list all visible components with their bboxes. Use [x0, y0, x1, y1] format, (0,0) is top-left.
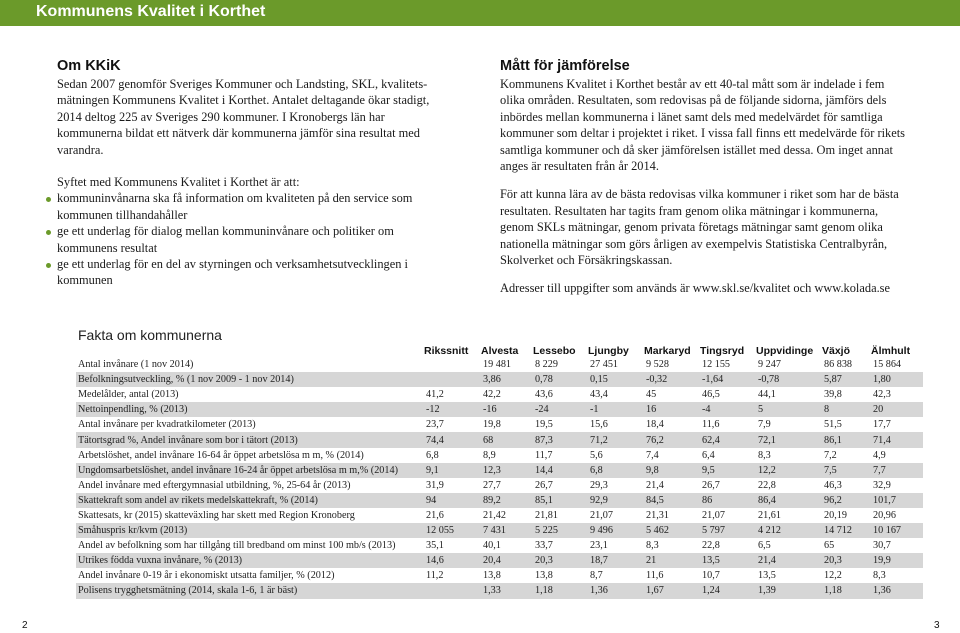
facts-body [76, 357, 923, 599]
table-cell: 86,1 [822, 432, 871, 447]
table-cell: 62,4 [700, 432, 756, 447]
table-cell: 12 055 [424, 523, 481, 538]
table-cell: 21,31 [646, 509, 669, 521]
header-title: Kommunens Kvalitet i Korthet [36, 3, 266, 20]
table-cell: 15,6 [590, 419, 608, 431]
table-cell: 4 212 [756, 523, 822, 538]
column-header: Växjö [822, 345, 851, 357]
table-cell: 45 [646, 389, 657, 401]
table-cell: 13,8 [483, 570, 501, 582]
table-cell: 23,7 [426, 419, 444, 431]
table-row [76, 538, 923, 553]
purpose-lead: Syftet med Kommunens Kvalitet i Korthet är att: [57, 175, 300, 190]
table-cell: 9 528 [646, 359, 669, 371]
table-cell: 29,3 [590, 479, 608, 491]
table-cell [424, 357, 481, 372]
table-cell: 46,5 [702, 389, 720, 401]
table-cell: 9,5 [700, 463, 756, 478]
table-cell: 21,42 [483, 509, 506, 521]
table-cell: -0,32 [644, 372, 700, 387]
table-cell: 12,2 [756, 463, 822, 478]
column-header: Lessebo [533, 345, 576, 357]
table-cell: 19,9 [871, 553, 923, 568]
table-cell: 8,3 [873, 570, 886, 582]
table-cell: 20,3 [533, 553, 588, 568]
table-cell: 43,4 [590, 389, 608, 401]
table-cell: 10 167 [871, 523, 923, 538]
table-cell: 1,18 [533, 583, 588, 598]
table-cell: 30,7 [873, 540, 891, 552]
table-row [76, 357, 923, 372]
table-row [76, 493, 923, 508]
column-header: Uppvidinge [756, 345, 814, 357]
table-cell: 23,1 [590, 540, 608, 552]
table-cell: 46,3 [824, 479, 842, 491]
table-cell: 20,19 [824, 509, 847, 521]
table-cell: 4,9 [873, 449, 886, 461]
table-cell: 8,3 [758, 449, 771, 461]
row-label: Utrikes födda vuxna invånare, % (2013) [76, 553, 424, 568]
table-cell: 13,5 [700, 553, 756, 568]
table-cell: 5,6 [590, 449, 603, 461]
table-cell: -24 [533, 402, 588, 417]
row-label: Skattesats, kr (2015) skatteväxling har skett med Region Kronoberg [78, 509, 355, 521]
table-cell: 11,7 [535, 449, 553, 461]
table-row [76, 508, 923, 523]
column-header: Alvesta [481, 345, 519, 357]
table-cell: 9 496 [588, 523, 644, 538]
table-cell: -1,64 [700, 372, 756, 387]
purpose-item: ge ett underlag för en del av styrningen och verksamhetsutvecklingen i kommunen [57, 256, 452, 289]
purpose-item: kommuninvånarna ska få information om kvaliteten på den service som kommunen tillhandahåller [57, 190, 452, 223]
table-cell: 8,7 [590, 570, 603, 582]
table-cell: 86 838 [824, 359, 853, 371]
table-cell: 21 [644, 553, 700, 568]
column-header: Älmhult [871, 345, 911, 357]
table-cell: 26,7 [702, 479, 720, 491]
table-cell: 6,8 [426, 449, 439, 461]
table-cell: 31,9 [426, 479, 444, 491]
table-cell: 41,2 [426, 389, 444, 401]
bullet-icon [46, 197, 51, 202]
table-cell: 9,8 [644, 463, 700, 478]
table-row [76, 417, 923, 432]
table-cell: 21,6 [426, 509, 444, 521]
table-row [76, 478, 923, 493]
table-cell: -0,78 [756, 372, 822, 387]
table-cell: 101,7 [871, 493, 923, 508]
table-cell: 19 481 [483, 359, 512, 371]
table-cell: 22,8 [702, 540, 720, 552]
table-cell: 5 225 [533, 523, 588, 538]
comparison-section [500, 58, 905, 297]
table-cell [424, 583, 481, 598]
table-cell: 21,07 [590, 509, 613, 521]
about-section [57, 58, 452, 289]
page-header [0, 0, 960, 26]
table-cell: 13,5 [758, 570, 776, 582]
table-cell: 14 712 [822, 523, 871, 538]
row-label: Andel invånare med eftergymnasial utbildning, %, 25-64 år (2013) [78, 479, 351, 491]
row-label: Småhuspris kr/kvm (2013) [76, 523, 424, 538]
row-label: Polisens trygghetsmätning (2014, skala 1-6, 1 är bäst) [76, 583, 424, 598]
table-cell: 20,96 [873, 509, 896, 521]
table-cell: 51,5 [824, 419, 842, 431]
table-cell: 14,4 [533, 463, 588, 478]
table-cell: 0,15 [588, 372, 644, 387]
row-label: Skattekraft som andel av rikets medelskattekraft, % (2014) [76, 493, 424, 508]
table-cell: 76,2 [644, 432, 700, 447]
table-row [76, 387, 923, 402]
row-label: Antal invånare (1 nov 2014) [78, 359, 194, 371]
table-cell: 7,7 [871, 463, 923, 478]
facts-header-blank [76, 343, 424, 357]
table-cell: 8 [822, 402, 871, 417]
table-cell: 6,8 [588, 463, 644, 478]
table-cell: 1,18 [822, 583, 871, 598]
table-cell: 5,87 [822, 372, 871, 387]
table-cell [424, 372, 481, 387]
table-cell: 17,7 [873, 419, 891, 431]
table-cell: 68 [481, 432, 533, 447]
table-cell: 21,4 [756, 553, 822, 568]
table-cell: 21,81 [535, 509, 558, 521]
table-cell: 71,2 [588, 432, 644, 447]
table-cell: 94 [424, 493, 481, 508]
table-row [76, 553, 923, 568]
page-number-left: 2 [22, 620, 28, 631]
about-intro: Sedan 2007 genomför Sveriges Kommuner och Landsting, SKL, kvalitets- mätningen Kommunens Kvalitet i Korthet. Antalet deltagande ökar stadigt, 2014 deltog 225 av Sveriges 290 kommuner. I Kronobergs län har kommunerna bildat ett nätverk där kommunerna jämför sina resultat med varandra. [57, 77, 430, 157]
table-cell: 11,6 [702, 419, 720, 431]
table-cell: 7,4 [646, 449, 659, 461]
facts-title: Fakta om kommunerna [78, 327, 222, 343]
table-cell: 7,5 [822, 463, 871, 478]
row-label: Andel invånare 0-19 år i ekonomiskt utsatta familjer, % (2012) [78, 570, 335, 582]
table-cell: 65 [824, 540, 835, 552]
table-cell: 1,24 [700, 583, 756, 598]
table-cell: 16 [644, 402, 700, 417]
table-cell: 71,4 [871, 432, 923, 447]
comparison-paragraph-1: Kommunens Kvalitet i Korthet består av ett 40-tal mått som är indelade i fem olika områden. Resultaten, som redovisas på de följande sidorna, jämförs dels inbördes mellan kommunerna i länet samt dels med medelvärdet för samtliga kommuner som deltar i projektet i riket. I vissa fall finns ett medelvärde för rikets samtliga kommuner och då sker jämförelsen istället med dessa. Om inget annat anges är resultaten från år 2014. [500, 77, 905, 174]
table-cell: 21,61 [758, 509, 781, 521]
table-cell: 7 431 [481, 523, 533, 538]
table-cell: 84,5 [644, 493, 700, 508]
table-row [76, 523, 923, 538]
table-cell: 21,07 [702, 509, 725, 521]
table-row [76, 402, 923, 417]
table-row [76, 583, 923, 598]
table-cell: 42,2 [483, 389, 501, 401]
table-row [76, 432, 923, 447]
table-cell: 19,5 [535, 419, 553, 431]
table-cell: 3,86 [481, 372, 533, 387]
table-cell: 44,1 [758, 389, 776, 401]
table-cell: 6,4 [702, 449, 715, 461]
row-label: Antal invånare per kvadratkilometer (2013) [78, 419, 256, 431]
table-cell: 1,39 [756, 583, 822, 598]
table-cell: 89,2 [481, 493, 533, 508]
table-cell: 22,8 [758, 479, 776, 491]
row-label: Nettoinpendling, % (2013) [76, 402, 424, 417]
table-cell: 87,3 [533, 432, 588, 447]
row-label: Arbetslöshet, andel invånare 16-64 år öppet arbetslösa m m, % (2014) [78, 449, 364, 461]
table-cell: 8 229 [535, 359, 558, 371]
table-cell: 1,36 [588, 583, 644, 598]
column-header: Ljungby [588, 345, 629, 357]
comparison-paragraph-2: För att kunna lära av de bästa redovisas vilka kommuner i riket som har de bästa resultaten. Resultaten har tagits fram genom olika mätningar i kommunerna, genom SKLs mätningar, genom privata företags mätningar samt genom olika nationella mätningar som görs årligen av exempelvis Statistiska Centralbyrån, Skolverket och Försäkringskassan. [500, 187, 899, 268]
about-title: Om KKiK [57, 58, 121, 74]
table-cell: -12 [424, 402, 481, 417]
table-cell: 12 155 [702, 359, 731, 371]
table-row [76, 372, 923, 387]
table-cell: 8,3 [646, 540, 659, 552]
table-cell: 42,3 [873, 389, 891, 401]
column-header: Markaryd [644, 345, 691, 357]
table-cell: 1,36 [871, 583, 923, 598]
table-cell: 86 [700, 493, 756, 508]
table-cell: 6,5 [758, 540, 771, 552]
table-cell: 18,7 [588, 553, 644, 568]
table-cell: 20 [871, 402, 923, 417]
row-label: Ungdomsarbetslöshet, andel invånare 16-24 år öppet arbetslösa m m,% (2014) [76, 463, 424, 478]
table-cell: 18,4 [646, 419, 664, 431]
page-number-right: 3 [934, 620, 940, 631]
table-row [76, 448, 923, 463]
table-row [76, 463, 923, 478]
table-cell: 7,2 [824, 449, 837, 461]
table-cell: 11,2 [426, 570, 444, 582]
table-cell: 86,4 [756, 493, 822, 508]
table-cell: 11,6 [646, 570, 664, 582]
table-cell: 0,78 [533, 372, 588, 387]
table-cell: 92,9 [588, 493, 644, 508]
bullet-icon [46, 230, 51, 235]
purpose-list [57, 190, 452, 288]
table-cell: 1,80 [871, 372, 923, 387]
column-header: Rikssnitt [424, 345, 469, 357]
facts-table [76, 343, 923, 599]
table-cell: 7,9 [758, 419, 771, 431]
table-cell: 72,1 [756, 432, 822, 447]
table-cell: 5 [756, 402, 822, 417]
row-label: Befolkningsutveckling, % (1 nov 2009 - 1 nov 2014) [76, 372, 424, 387]
table-cell: 14,6 [424, 553, 481, 568]
table-cell: 5 797 [700, 523, 756, 538]
table-cell: 39,8 [824, 389, 842, 401]
table-cell: 10,7 [702, 570, 720, 582]
row-label: Tätortsgrad %, Andel invånare som bor i tätort (2013) [76, 432, 424, 447]
table-cell: 20,4 [481, 553, 533, 568]
table-cell: 74,4 [424, 432, 481, 447]
table-cell: 26,7 [535, 479, 553, 491]
table-cell: 9,1 [424, 463, 481, 478]
table-cell: -1 [588, 402, 644, 417]
table-cell: 27,7 [483, 479, 501, 491]
table-cell: 85,1 [533, 493, 588, 508]
table-cell: 33,7 [535, 540, 553, 552]
table-cell: 32,9 [873, 479, 891, 491]
table-cell: -4 [700, 402, 756, 417]
row-label: Medelålder, antal (2013) [78, 389, 179, 401]
table-cell: 19,8 [483, 419, 501, 431]
table-cell: 9 247 [758, 359, 781, 371]
column-header: Tingsryd [700, 345, 745, 357]
facts-header-row [76, 343, 923, 357]
row-label: Andel av befolkning som har tillgång till bredband om minst 100 mb/s (2013) [78, 540, 396, 552]
table-cell: 35,1 [426, 540, 444, 552]
table-cell: 12,2 [824, 570, 842, 582]
table-cell: 21,4 [646, 479, 664, 491]
table-cell: 1,33 [481, 583, 533, 598]
table-cell: 8,9 [483, 449, 496, 461]
comparison-paragraph-3: Adresser till uppgifter som används är www.skl.se/kvalitet och www.kolada.se [500, 281, 890, 296]
purpose-item: ge ett underlag för dialog mellan kommuninvånare och politiker om kommunens resultat [57, 223, 452, 256]
table-row [76, 568, 923, 583]
table-cell: 5 462 [644, 523, 700, 538]
table-cell: 43,6 [535, 389, 553, 401]
bullet-icon [46, 263, 51, 268]
table-cell: 96,2 [822, 493, 871, 508]
table-cell: 1,67 [644, 583, 700, 598]
table-cell: 13,8 [535, 570, 553, 582]
table-cell: 40,1 [483, 540, 501, 552]
comparison-title: Mått för jämförelse [500, 58, 630, 74]
table-cell: 20,3 [822, 553, 871, 568]
table-cell: 15 864 [873, 359, 902, 371]
table-cell: -16 [481, 402, 533, 417]
table-cell: 12,3 [481, 463, 533, 478]
table-cell: 27 451 [590, 359, 619, 371]
